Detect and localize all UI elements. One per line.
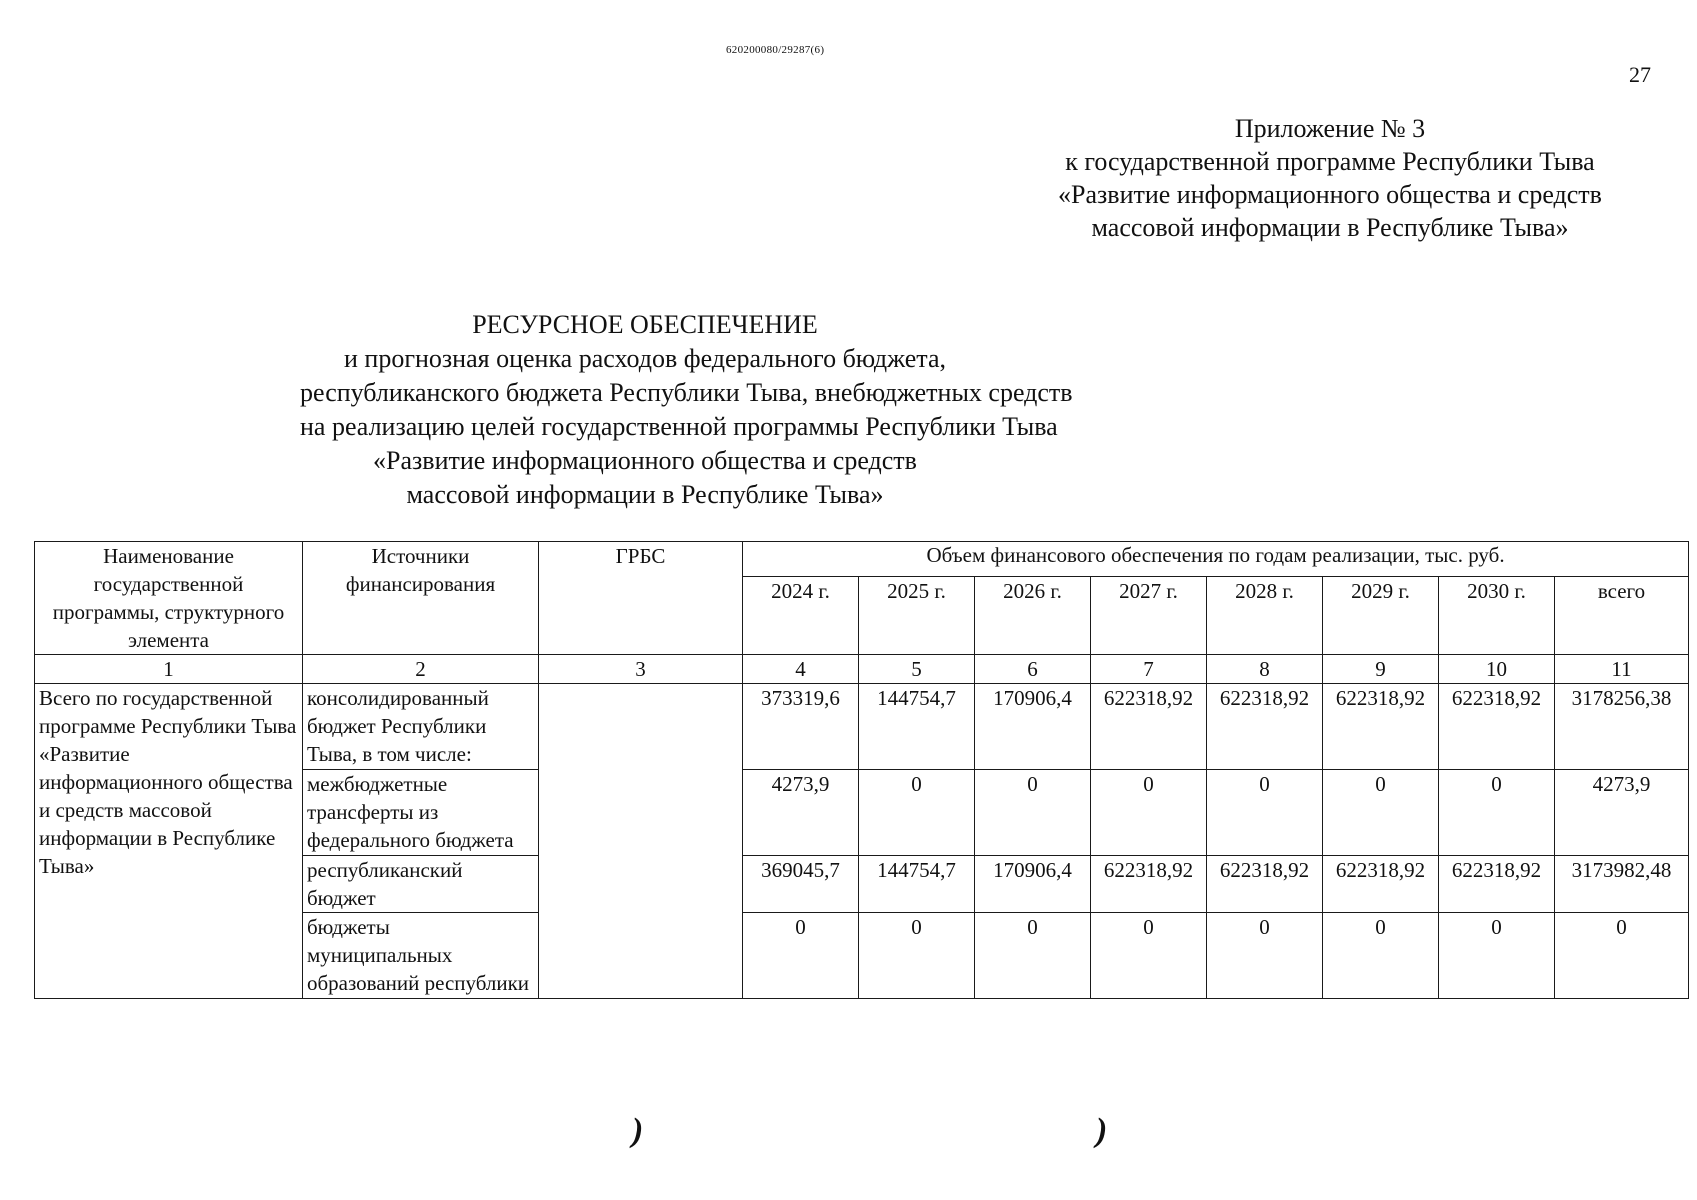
value-cell: 0 (1439, 913, 1555, 999)
column-number: 10 (1439, 655, 1555, 684)
column-number: 4 (743, 655, 859, 684)
grbs-cell (539, 684, 743, 999)
total-cell: 4273,9 (1555, 770, 1689, 856)
column-number: 5 (859, 655, 975, 684)
document-code: 620200080/29287(6) (726, 44, 825, 56)
value-cell: 622318,92 (1439, 684, 1555, 770)
value-cell: 0 (859, 913, 975, 999)
column-number: 11 (1555, 655, 1689, 684)
column-number: 7 (1091, 655, 1207, 684)
value-cell: 0 (743, 913, 859, 999)
document-title (300, 308, 1073, 512)
header-year: 2030 г. (1439, 577, 1555, 655)
value-cell: 0 (1207, 913, 1323, 999)
header-year: 2027 г. (1091, 577, 1207, 655)
appendix-heading (1010, 112, 1650, 244)
value-cell: 622318,92 (1091, 684, 1207, 770)
value-cell: 373319,6 (743, 684, 859, 770)
value-cell: 144754,7 (859, 684, 975, 770)
source-cell: межбюджетные трансферты из федерального бюджета (303, 770, 539, 856)
header-source: Источники финансирования (303, 542, 539, 655)
header-total: всего (1555, 577, 1689, 655)
value-cell: 0 (1091, 913, 1207, 999)
table-row (35, 684, 1689, 770)
value-cell: 622318,92 (1323, 856, 1439, 913)
scan-mark: ) (632, 1112, 644, 1149)
total-cell: 3178256,38 (1555, 684, 1689, 770)
header-grbs: ГРБС (539, 542, 743, 655)
column-number: 3 (539, 655, 743, 684)
title-line: «Развитие информационного общества и средств (373, 446, 917, 475)
source-cell: республиканский бюджет (303, 856, 539, 913)
value-cell: 622318,92 (1207, 684, 1323, 770)
resource-table (34, 541, 1689, 999)
value-cell: 144754,7 (859, 856, 975, 913)
value-cell: 622318,92 (1323, 684, 1439, 770)
column-number: 6 (975, 655, 1091, 684)
column-number: 2 (303, 655, 539, 684)
value-cell: 369045,7 (743, 856, 859, 913)
title-line: РЕСУРСНОЕ ОБЕСПЕЧЕНИЕ (472, 310, 818, 339)
title-line: и прогнозная оценка расходов федерального бюджета, (343, 344, 947, 373)
header-year: 2025 г. (859, 577, 975, 655)
column-number: 8 (1207, 655, 1323, 684)
value-cell: 622318,92 (1091, 856, 1207, 913)
header-year: 2024 г. (743, 577, 859, 655)
header-volume: Объем финансового обеспечения по годам реализации, тыс. руб. (743, 542, 1689, 577)
page-number: 27 (1629, 62, 1651, 87)
column-number: 1 (35, 655, 303, 684)
value-cell: 0 (1323, 913, 1439, 999)
program-name-cell: Всего по государственной программе Республики Тыва «Развитие информационного общества и средств массовой информации в Республике Тыва» (35, 684, 303, 999)
column-number: 9 (1323, 655, 1439, 684)
value-cell: 622318,92 (1439, 856, 1555, 913)
appendix-line: массовой информации в Республике Тыва» (1091, 213, 1569, 242)
total-cell: 3173982,48 (1555, 856, 1689, 913)
total-cell: 0 (1555, 913, 1689, 999)
value-cell: 0 (859, 770, 975, 856)
title-line: республиканского бюджета Республики Тыва, внебюджетных средств (300, 378, 1073, 407)
value-cell: 0 (1439, 770, 1555, 856)
scan-mark: ) (1096, 1112, 1108, 1149)
column-numbers-row (35, 655, 1689, 684)
value-cell: 0 (1323, 770, 1439, 856)
value-cell: 170906,4 (975, 684, 1091, 770)
header-name: Наименование государственной программы, структурного элемента (35, 542, 303, 655)
appendix-line: Приложение № 3 (1234, 114, 1426, 143)
value-cell: 0 (975, 913, 1091, 999)
appendix-line: «Развитие информационного общества и средств (1058, 180, 1602, 209)
header-year: 2026 г. (975, 577, 1091, 655)
value-cell: 0 (975, 770, 1091, 856)
source-cell: консолидированный бюджет Республики Тыва, в том числе: (303, 684, 539, 770)
title-line: на реализацию целей государственной программы Республики Тыва (300, 412, 1058, 441)
value-cell: 622318,92 (1207, 856, 1323, 913)
value-cell: 4273,9 (743, 770, 859, 856)
value-cell: 170906,4 (975, 856, 1091, 913)
table-header-row (35, 542, 1689, 577)
value-cell: 0 (1207, 770, 1323, 856)
source-cell: бюджеты муниципальных образований республики (303, 913, 539, 999)
header-year: 2028 г. (1207, 577, 1323, 655)
appendix-line: к государственной программе Республики Тыва (1065, 147, 1595, 176)
title-line: массовой информации в Республике Тыва» (406, 480, 884, 509)
value-cell: 0 (1091, 770, 1207, 856)
header-year: 2029 г. (1323, 577, 1439, 655)
